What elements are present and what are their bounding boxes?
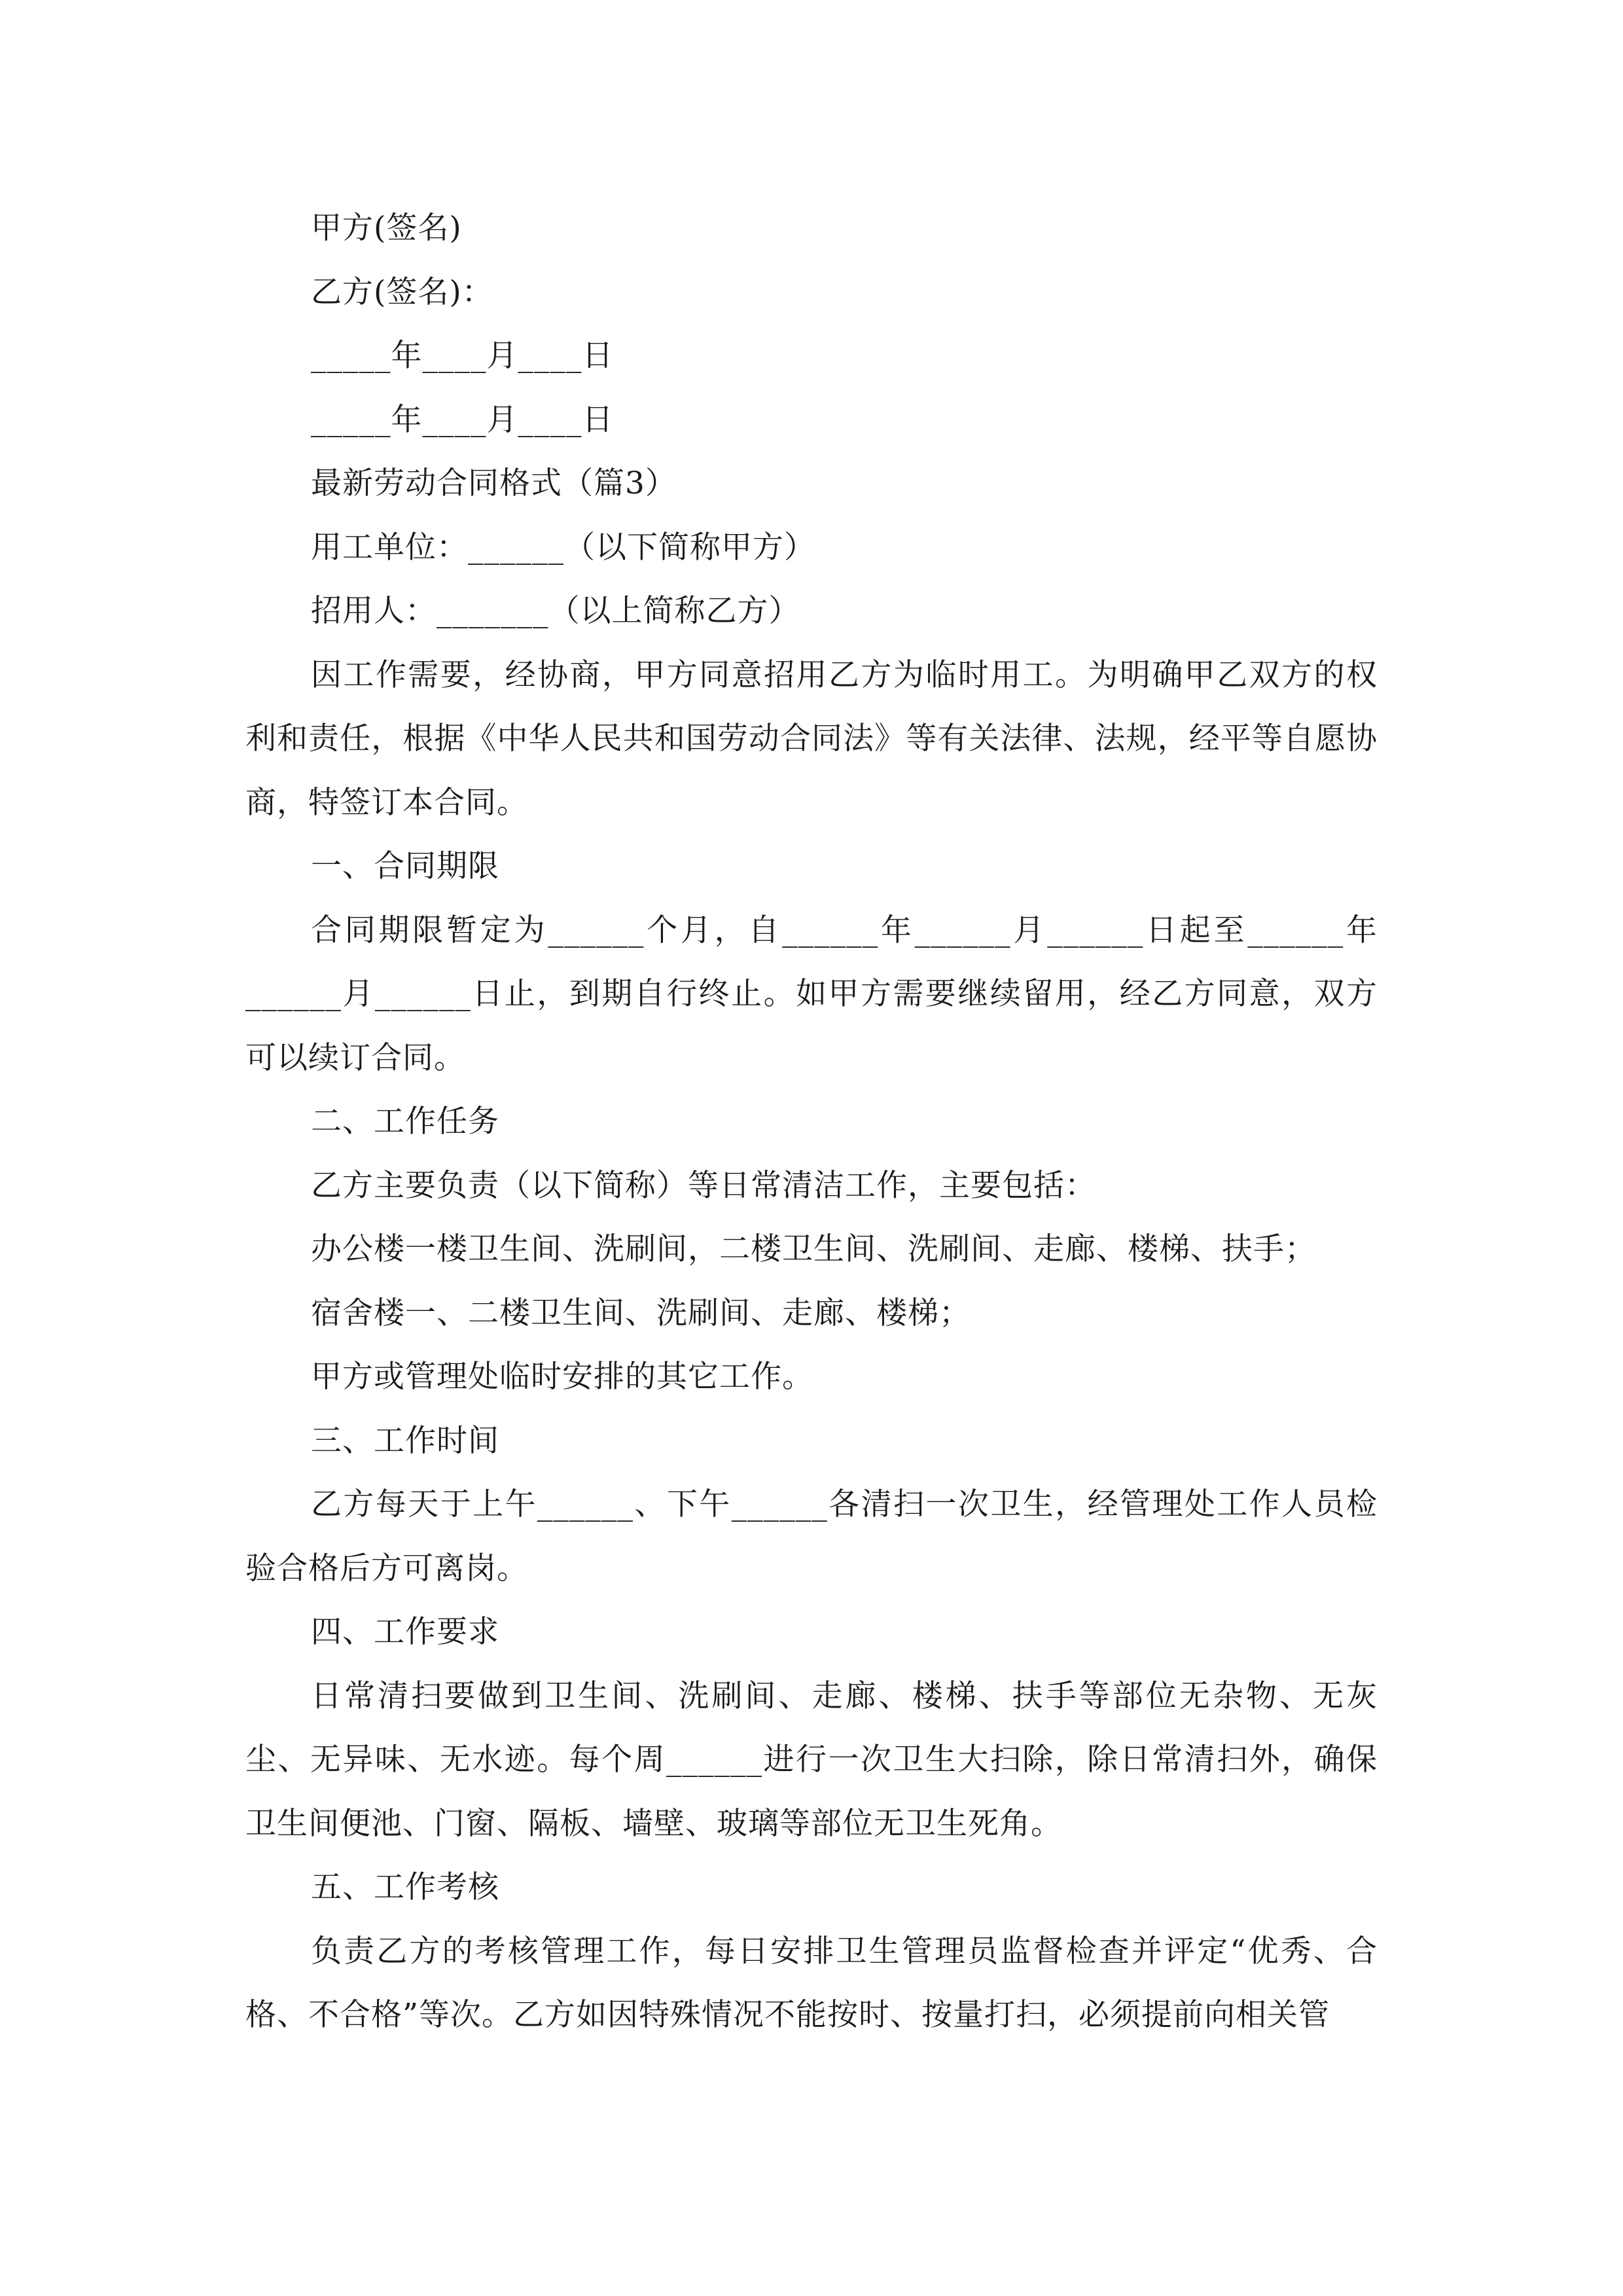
section-paragraph: 日常清扫要做到卫生间、洗刷间、走廊、楼梯、扶手等部位无杂物、无灰尘、无异味、无水迹。每个周______进行一次卫生大扫除，除日常清扫外，确保卫生间便池、门窗、隔板、墙壁、玻璃等部位无卫生死角。 (245, 1677, 1378, 1842)
section-heading: 二、工作任务 (311, 1103, 499, 1139)
document-body (245, 196, 1378, 2047)
signature-date-1: _____年____月____日 (311, 338, 614, 374)
document-title: 最新劳动合同格式（篇3） (311, 465, 677, 501)
section-heading: 三、工作时间 (311, 1422, 499, 1459)
section-paragraph: 办公楼一楼卫生间、洗刷间，二楼卫生间、洗刷间、走廊、楼梯、扶手； (311, 1231, 1316, 1267)
section-paragraph: 宿舍楼一、二楼卫生间、洗刷间、走廊、楼梯； (311, 1295, 971, 1331)
employee-line: 招用人：_______（以上简称乙方） (311, 593, 800, 629)
signature-date-2: _____年____月____日 (311, 401, 614, 438)
section-paragraph: 甲方或管理处临时安排的其它工作。 (311, 1359, 813, 1395)
preamble-paragraph: 因工作需要，经协商，甲方同意招用乙方为临时用工。为明确甲乙双方的权利和责任，根据《中华人民共和国劳动合同法》等有关法律、法规，经平等自愿协商，特签订本合同。 (245, 656, 1378, 821)
section-heading: 一、合同期限 (311, 848, 499, 884)
party-b-signature: 乙方(签名)： (311, 274, 493, 310)
party-a-signature: 甲方(签名) (311, 210, 462, 246)
section-heading: 五、工作考核 (311, 1869, 499, 1905)
employer-line: 用工单位：______（以下简称甲方） (311, 529, 815, 565)
section-paragraph: 负责乙方的考核管理工作，每日安排卫生管理员监督检查并评定“优秀、合格、不合格”等次。乙方如因特殊情况不能按时、按量打扫，必须提前向相关管 (245, 1933, 1378, 2033)
section-heading: 四、工作要求 (311, 1614, 499, 1650)
section-paragraph: 乙方每天于上午______、下午______各清扫一次卫生，经管理处工作人员检验合格后方可离岗。 (245, 1486, 1378, 1587)
section-paragraph: 乙方主要负责（以下简称）等日常清洁工作，主要包括： (311, 1167, 1096, 1204)
section-paragraph: 合同期限暂定为______个月，自______年______月______日起至______年______月______日止，到期自行终止。如甲方需要继续留用，经乙方同意，双方可以续订合同。 (245, 912, 1378, 1076)
